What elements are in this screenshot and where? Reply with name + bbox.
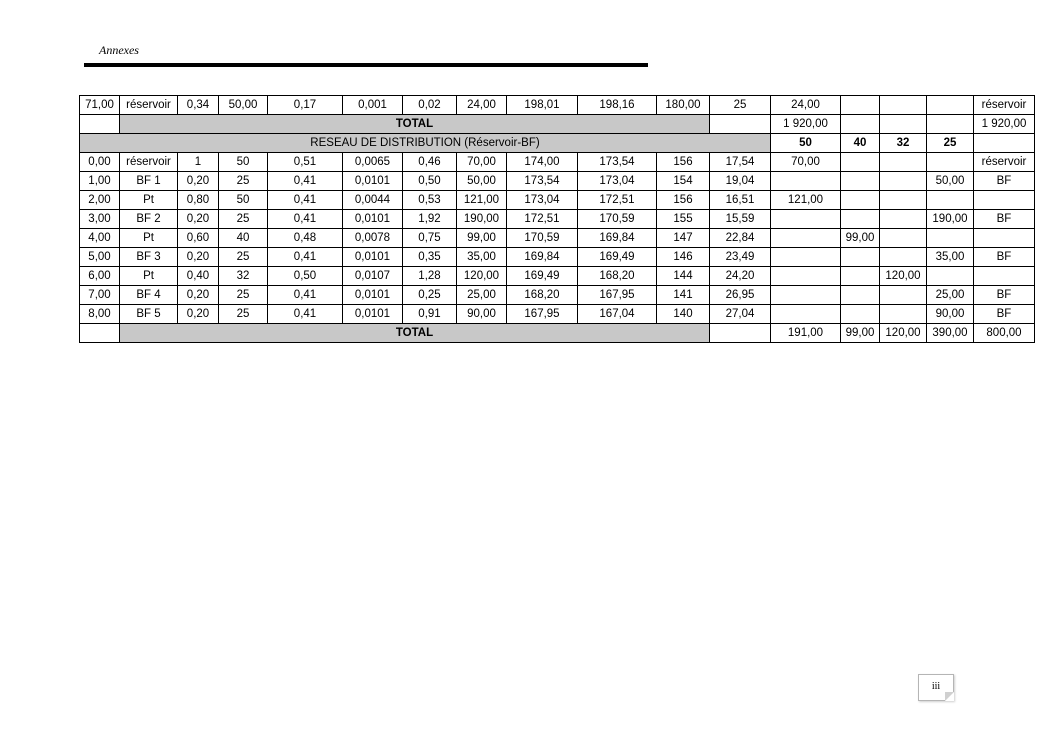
table-cell: 71,00 xyxy=(80,96,120,115)
table-cell xyxy=(880,96,927,115)
table-cell xyxy=(771,248,841,267)
table-cell: 167,95 xyxy=(507,305,578,324)
table-cell: 50 xyxy=(219,153,268,172)
table-cell: 25 xyxy=(219,305,268,324)
table-cell: 70,00 xyxy=(771,153,841,172)
table-cell: 0,20 xyxy=(178,286,219,305)
table-cell xyxy=(841,96,880,115)
table-cell: 0,41 xyxy=(268,286,343,305)
table-cell: 90,00 xyxy=(927,305,974,324)
table-cell: 7,00 xyxy=(80,286,120,305)
table-cell xyxy=(841,286,880,305)
table-cell: 173,04 xyxy=(578,172,657,191)
table-cell xyxy=(841,267,880,286)
table-cell: 35,00 xyxy=(457,248,507,267)
table-cell: 50 xyxy=(219,191,268,210)
table-cell: 32 xyxy=(219,267,268,286)
table-row xyxy=(80,172,1035,191)
table-cell: BF xyxy=(974,286,1035,305)
table-cell xyxy=(771,172,841,191)
table-cell xyxy=(841,248,880,267)
table-cell: 173,54 xyxy=(507,172,578,191)
table-cell xyxy=(841,305,880,324)
table-cell: 0,53 xyxy=(403,191,457,210)
table-cell: 120,00 xyxy=(880,267,927,286)
empty-cell xyxy=(974,134,1035,153)
table-cell: 198,01 xyxy=(507,96,578,115)
table-cell: 174,00 xyxy=(507,153,578,172)
table-row xyxy=(80,191,1035,210)
table-cell xyxy=(841,153,880,172)
table-cell xyxy=(771,229,841,248)
table-cell: 5,00 xyxy=(80,248,120,267)
table-cell: 0,46 xyxy=(403,153,457,172)
table-cell: 0,34 xyxy=(178,96,219,115)
total-value: 390,00 xyxy=(927,324,974,343)
table-row xyxy=(80,267,1035,286)
table-cell: BF 5 xyxy=(120,305,178,324)
table-cell: 25 xyxy=(219,248,268,267)
empty-cell xyxy=(710,115,771,134)
table-cell xyxy=(841,172,880,191)
table-cell: 156 xyxy=(657,153,710,172)
table-row xyxy=(80,305,1035,324)
table-cell: 3,00 xyxy=(80,210,120,229)
table-cell: 173,54 xyxy=(578,153,657,172)
table-cell: BF xyxy=(974,248,1035,267)
total-row-1 xyxy=(80,115,1035,134)
diameter-header: 40 xyxy=(841,134,880,153)
table-cell xyxy=(974,229,1035,248)
table-cell: 0,0107 xyxy=(343,267,403,286)
table-cell: 26,95 xyxy=(710,286,771,305)
table-cell xyxy=(927,229,974,248)
header-rule xyxy=(84,63,648,67)
table-cell: 50,00 xyxy=(219,96,268,115)
table-cell: 0,02 xyxy=(403,96,457,115)
diameter-header: 25 xyxy=(927,134,974,153)
table-cell: 0,51 xyxy=(268,153,343,172)
table-row-top xyxy=(80,96,1035,115)
table-cell: 35,00 xyxy=(927,248,974,267)
table-cell xyxy=(771,210,841,229)
page-number-box xyxy=(918,674,954,701)
table-cell: 25 xyxy=(219,210,268,229)
table-cell: 167,95 xyxy=(578,286,657,305)
section-header-row xyxy=(80,134,1035,153)
table-row xyxy=(80,248,1035,267)
table-cell: 172,51 xyxy=(507,210,578,229)
table-cell: 99,00 xyxy=(841,229,880,248)
table-cell xyxy=(880,286,927,305)
empty-cell xyxy=(927,115,974,134)
total-value: 99,00 xyxy=(841,324,880,343)
table-cell: réservoir xyxy=(120,96,178,115)
table-cell xyxy=(927,191,974,210)
table-cell xyxy=(880,172,927,191)
table-cell: 0,41 xyxy=(268,248,343,267)
table-cell: 0,80 xyxy=(178,191,219,210)
table-cell: 27,04 xyxy=(710,305,771,324)
table-cell: 6,00 xyxy=(80,267,120,286)
table-cell: 1,00 xyxy=(80,172,120,191)
table-cell: 0,41 xyxy=(268,210,343,229)
table-cell: 168,20 xyxy=(507,286,578,305)
table-cell: 0,00 xyxy=(80,153,120,172)
section-title: RESEAU DE DISTRIBUTION (Réservoir-BF) xyxy=(80,134,771,153)
table-cell: 0,50 xyxy=(268,267,343,286)
table-cell: 190,00 xyxy=(927,210,974,229)
empty-cell xyxy=(80,115,120,134)
table-cell: 140 xyxy=(657,305,710,324)
table-cell: 19,04 xyxy=(710,172,771,191)
empty-cell xyxy=(841,115,880,134)
table-cell: 0,0101 xyxy=(343,210,403,229)
table-cell: 0,20 xyxy=(178,248,219,267)
total-label: TOTAL xyxy=(120,324,710,343)
table-cell: 24,00 xyxy=(771,96,841,115)
table-cell: BF xyxy=(974,210,1035,229)
table-cell: 0,50 xyxy=(403,172,457,191)
table-cell: 0,40 xyxy=(178,267,219,286)
table-cell xyxy=(927,153,974,172)
table-cell: 121,00 xyxy=(771,191,841,210)
table-cell: 0,0101 xyxy=(343,248,403,267)
table-row xyxy=(80,229,1035,248)
table-cell: 0,25 xyxy=(403,286,457,305)
total-value: 800,00 xyxy=(974,324,1035,343)
table-cell: 154 xyxy=(657,172,710,191)
table-cell: 0,75 xyxy=(403,229,457,248)
table-cell: 147 xyxy=(657,229,710,248)
table-cell xyxy=(974,191,1035,210)
table-cell: 170,59 xyxy=(578,210,657,229)
table-cell: 0,001 xyxy=(343,96,403,115)
table-cell: 190,00 xyxy=(457,210,507,229)
table-cell: 25 xyxy=(219,286,268,305)
table-cell: 0,17 xyxy=(268,96,343,115)
table-cell: réservoir xyxy=(974,153,1035,172)
table-cell: BF 1 xyxy=(120,172,178,191)
table-cell: 1,28 xyxy=(403,267,457,286)
table-cell: 24,00 xyxy=(457,96,507,115)
table-cell: 0,0044 xyxy=(343,191,403,210)
table-cell: 167,04 xyxy=(578,305,657,324)
table-cell: 0,0101 xyxy=(343,286,403,305)
table-cell: 22,84 xyxy=(710,229,771,248)
table-row xyxy=(80,286,1035,305)
table-cell: 70,00 xyxy=(457,153,507,172)
table-cell: 2,00 xyxy=(80,191,120,210)
table-cell: 25,00 xyxy=(457,286,507,305)
table-cell xyxy=(880,191,927,210)
total-value: 191,00 xyxy=(771,324,841,343)
table-cell: 169,84 xyxy=(507,248,578,267)
total-label: TOTAL xyxy=(120,115,710,134)
table-cell xyxy=(771,267,841,286)
table-cell: 168,20 xyxy=(578,267,657,286)
table-cell: 0,35 xyxy=(403,248,457,267)
table-cell xyxy=(974,267,1035,286)
table-cell: 144 xyxy=(657,267,710,286)
table-cell: 198,16 xyxy=(578,96,657,115)
table-cell: Pt xyxy=(120,191,178,210)
table-cell: 146 xyxy=(657,248,710,267)
table-cell xyxy=(880,153,927,172)
table-cell xyxy=(927,96,974,115)
table-cell xyxy=(841,210,880,229)
table-cell: 50,00 xyxy=(457,172,507,191)
table-cell: réservoir xyxy=(120,153,178,172)
table-cell: 4,00 xyxy=(80,229,120,248)
table-cell: 0,20 xyxy=(178,172,219,191)
table-cell: 25 xyxy=(219,172,268,191)
table-cell: 0,60 xyxy=(178,229,219,248)
table-cell xyxy=(880,305,927,324)
table-cell: 121,00 xyxy=(457,191,507,210)
table-cell: 169,49 xyxy=(507,267,578,286)
total-row-2 xyxy=(80,324,1035,343)
table-cell: réservoir xyxy=(974,96,1035,115)
table-row xyxy=(80,210,1035,229)
total-last: 1 920,00 xyxy=(974,115,1035,134)
table-cell: 90,00 xyxy=(457,305,507,324)
running-header: Annexes xyxy=(99,43,139,57)
table-row xyxy=(80,153,1035,172)
table-cell: 0,41 xyxy=(268,305,343,324)
table-cell: BF 3 xyxy=(120,248,178,267)
table-cell: 0,0078 xyxy=(343,229,403,248)
table-cell: 0,20 xyxy=(178,210,219,229)
table-cell: 0,20 xyxy=(178,305,219,324)
table-cell xyxy=(841,191,880,210)
table-cell: 24,20 xyxy=(710,267,771,286)
table-cell: 170,59 xyxy=(507,229,578,248)
table-cell: 0,41 xyxy=(268,191,343,210)
table-cell: 0,0065 xyxy=(343,153,403,172)
total-value: 120,00 xyxy=(880,324,927,343)
table-cell xyxy=(771,286,841,305)
table-cell: 0,0101 xyxy=(343,305,403,324)
table-cell: 120,00 xyxy=(457,267,507,286)
table-cell: 25 xyxy=(710,96,771,115)
table-cell: 0,0101 xyxy=(343,172,403,191)
table-cell: 0,48 xyxy=(268,229,343,248)
calculation-table xyxy=(79,95,1035,343)
table-cell: Pt xyxy=(120,267,178,286)
table-cell: 1,92 xyxy=(403,210,457,229)
table-cell: 155 xyxy=(657,210,710,229)
table-cell: 23,49 xyxy=(710,248,771,267)
total-value: 1 920,00 xyxy=(771,115,841,134)
page-number: iii xyxy=(931,681,941,692)
table-cell: 141 xyxy=(657,286,710,305)
table-cell: 156 xyxy=(657,191,710,210)
table-cell: 25,00 xyxy=(927,286,974,305)
empty-cell xyxy=(80,324,120,343)
table-cell: 40 xyxy=(219,229,268,248)
table-cell: 8,00 xyxy=(80,305,120,324)
table-cell: 0,41 xyxy=(268,172,343,191)
table-cell xyxy=(927,267,974,286)
diameter-header: 32 xyxy=(880,134,927,153)
table-cell: 99,00 xyxy=(457,229,507,248)
table-cell: 169,84 xyxy=(578,229,657,248)
table-cell: BF xyxy=(974,305,1035,324)
table-cell: BF 2 xyxy=(120,210,178,229)
empty-cell xyxy=(880,115,927,134)
table-cell: 169,49 xyxy=(578,248,657,267)
diameter-header: 50 xyxy=(771,134,841,153)
table-cell: 1 xyxy=(178,153,219,172)
empty-cell xyxy=(710,324,771,343)
page-corner-fold xyxy=(945,692,954,701)
table-cell: 173,04 xyxy=(507,191,578,210)
table-cell xyxy=(880,248,927,267)
table-cell: 0,91 xyxy=(403,305,457,324)
table-cell xyxy=(880,210,927,229)
table-cell: 50,00 xyxy=(927,172,974,191)
table-cell: 17,54 xyxy=(710,153,771,172)
table-cell: 172,51 xyxy=(578,191,657,210)
table-cell: BF xyxy=(974,172,1035,191)
table-cell: 16,51 xyxy=(710,191,771,210)
table-cell xyxy=(880,229,927,248)
table-cell: BF 4 xyxy=(120,286,178,305)
table-cell: Pt xyxy=(120,229,178,248)
table-cell: 180,00 xyxy=(657,96,710,115)
table-cell xyxy=(771,305,841,324)
table-cell: 15,59 xyxy=(710,210,771,229)
